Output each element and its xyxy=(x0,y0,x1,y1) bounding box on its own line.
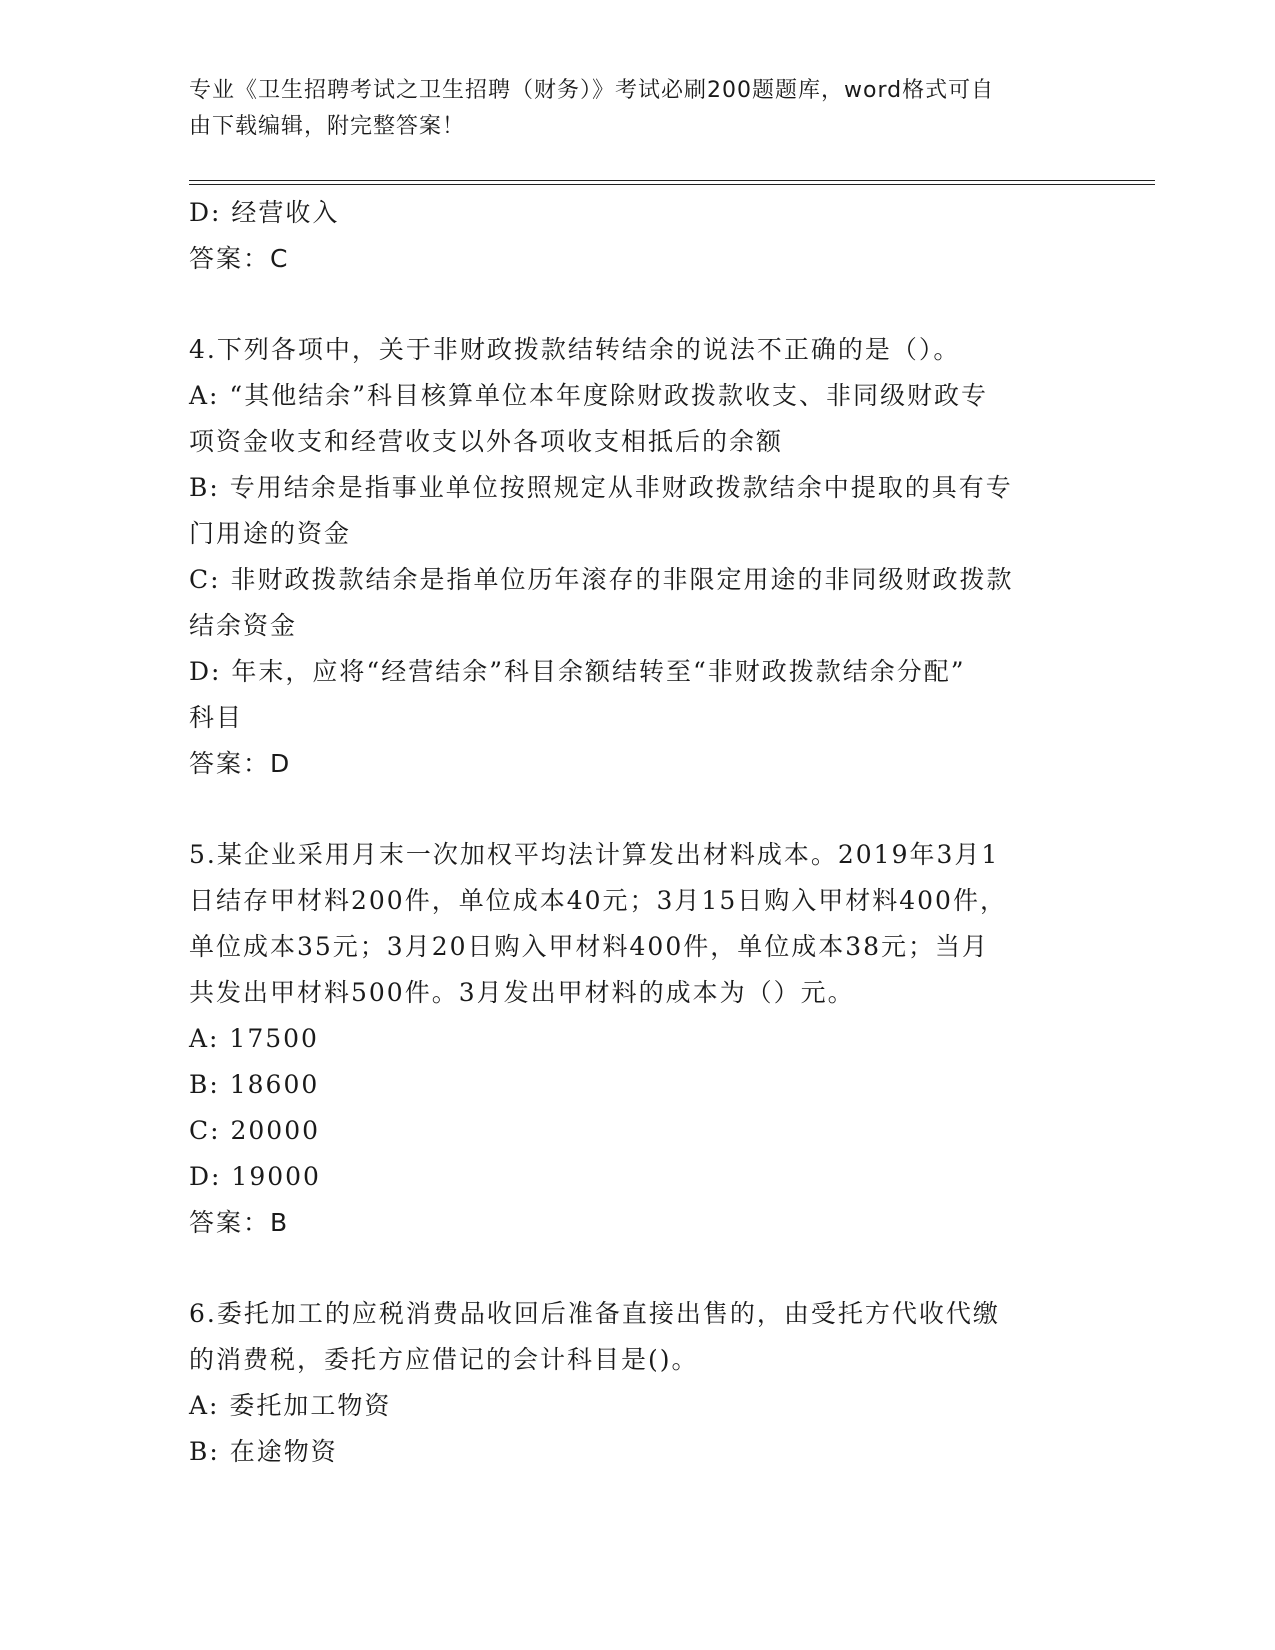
option-d: D: 年末，应将“经营结余”科目余额结转至“非财政拨款结余分配” xyxy=(189,657,966,686)
option-b: B: 在途物资 xyxy=(189,1437,338,1466)
option-c-continued: 结余资金 xyxy=(189,611,298,640)
header-divider-top xyxy=(189,180,1155,181)
question-6 xyxy=(189,1291,1089,1475)
question-stem-continued: 共发出甲材料500件。3月发出甲材料的成本为（）元。 xyxy=(189,978,855,1007)
option-a: A: “其他结余”科目核算单位本年度除财政拨款收支、非同级财政专 xyxy=(189,381,988,410)
option-a: A: 17500 xyxy=(189,1024,319,1053)
option-b-continued: 门用途的资金 xyxy=(189,519,352,548)
header-line-2: 由下载编辑，附完整答案！ xyxy=(189,114,466,139)
answer-line: 答案：D xyxy=(189,749,292,778)
option-a-continued: 项资金收支和经营收支以外各项收支相抵后的余额 xyxy=(189,427,784,456)
question-stem-continued: 日结存甲材料200件，单位成本40元；3月15日购入甲材料400件， xyxy=(189,886,1007,915)
question-stem: 4.下列各项中，关于非财政拨款结转结余的说法不正确的是（）。 xyxy=(189,335,961,364)
question-5 xyxy=(189,832,1089,1246)
question-stem: 6.委托加工的应税消费品收回后准备直接出售的，由受托方代收代缴 xyxy=(189,1299,1000,1328)
option-d: D: 19000 xyxy=(189,1162,321,1191)
question-stem-continued: 单位成本35元；3月20日购入甲材料400件，单位成本38元；当月 xyxy=(189,932,990,961)
spacer xyxy=(189,787,1089,832)
header-line-1: 专业《卫生招聘考试之卫生招聘（财务）》考试必刷200题题库，word格式可自 xyxy=(189,78,995,103)
header-divider-bottom xyxy=(189,184,1155,185)
document-body xyxy=(189,190,1089,1475)
answer-line: 答案：C xyxy=(189,244,290,273)
question-stem: 5.某企业采用月末一次加权平均法计算发出材料成本。2019年3月1 xyxy=(189,840,1000,869)
option-b: B: 18600 xyxy=(189,1070,320,1099)
question-4 xyxy=(189,327,1089,787)
question-3-tail xyxy=(189,190,1089,282)
option-c: C: 非财政拨款结余是指单位历年滚存的非限定用途的非同级财政拨款 xyxy=(189,565,1014,594)
document-header xyxy=(189,73,1089,145)
option-d: D: 经营收入 xyxy=(189,198,340,227)
option-c: C: 20000 xyxy=(189,1116,321,1145)
question-stem-continued: 的消费税，委托方应借记的会计科目是()。 xyxy=(189,1345,699,1374)
spacer xyxy=(189,1246,1089,1291)
option-a: A: 委托加工物资 xyxy=(189,1391,392,1420)
option-d-continued: 科目 xyxy=(189,703,244,732)
option-b: B: 专用结余是指事业单位按照规定从非财政拨款结余中提取的具有专 xyxy=(189,473,1013,502)
spacer xyxy=(189,282,1089,327)
answer-line: 答案：B xyxy=(189,1208,290,1237)
